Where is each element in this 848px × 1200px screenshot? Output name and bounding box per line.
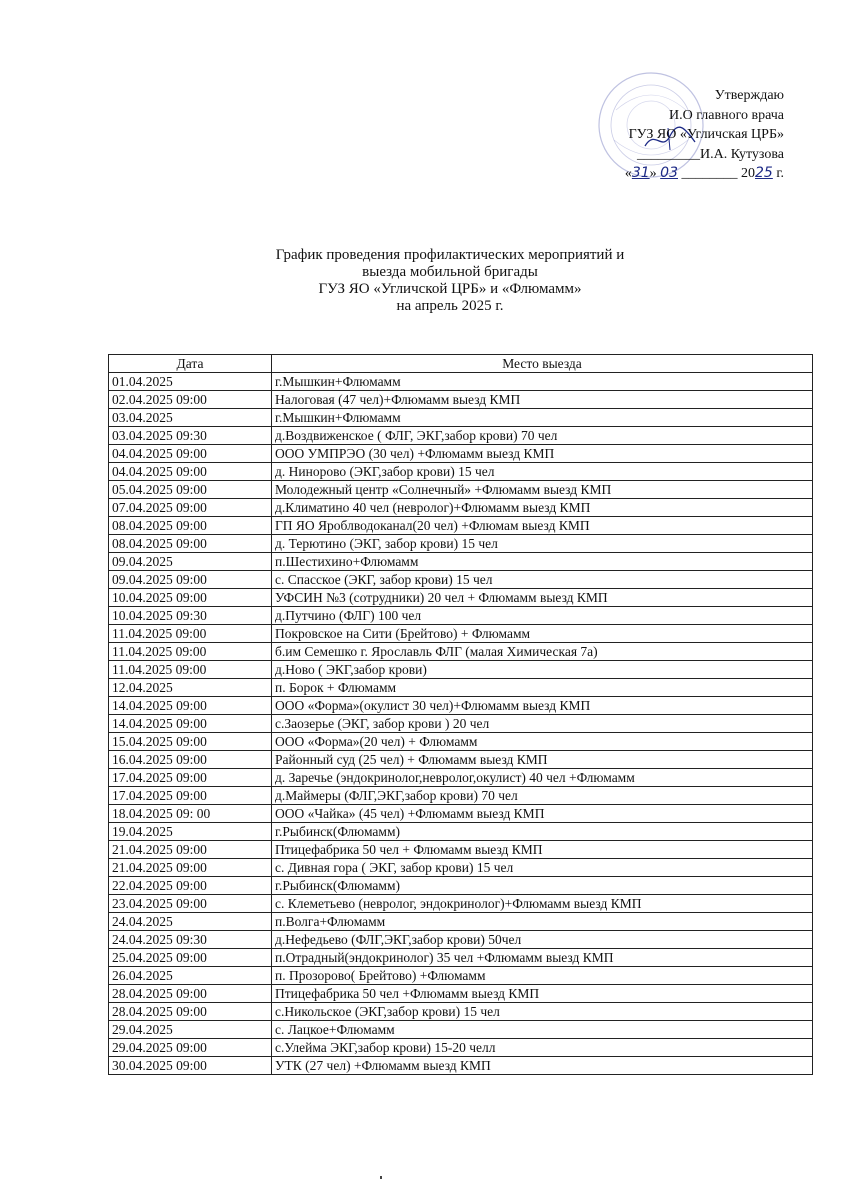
row-date: 04.04.2025 09:00 bbox=[109, 463, 272, 481]
table-row bbox=[109, 643, 813, 661]
approval-block bbox=[564, 86, 784, 184]
approval-signatory: _________И.А. Кутузова bbox=[636, 146, 784, 162]
table-row bbox=[109, 409, 813, 427]
row-date: 08.04.2025 09:00 bbox=[109, 517, 272, 535]
row-date: 10.04.2025 09:30 bbox=[109, 607, 272, 625]
row-date: 08.04.2025 09:00 bbox=[109, 535, 272, 553]
row-date: 18.04.2025 09: 00 bbox=[109, 805, 272, 823]
row-date: 09.04.2025 09:00 bbox=[109, 571, 272, 589]
row-date: 05.04.2025 09:00 bbox=[109, 481, 272, 499]
row-place: с. Спасское (ЭКГ, забор крови) 15 чел bbox=[272, 571, 813, 589]
table-row bbox=[109, 913, 813, 931]
table-row bbox=[109, 751, 813, 769]
row-place: д. Терютино (ЭКГ, забор крови) 15 чел bbox=[272, 535, 813, 553]
row-date: 11.04.2025 09:00 bbox=[109, 661, 272, 679]
table-row bbox=[109, 499, 813, 517]
header-place: Место выезда bbox=[272, 355, 813, 373]
row-place: г.Рыбинск(Флюмамм) bbox=[272, 823, 813, 841]
row-date: 29.04.2025 09:00 bbox=[109, 1039, 272, 1057]
table-row bbox=[109, 715, 813, 733]
table-row bbox=[109, 463, 813, 481]
title-line-4: на апрель 2025 г. bbox=[396, 298, 504, 314]
row-date: 24.04.2025 bbox=[109, 913, 272, 931]
title-line-3: ГУЗ ЯО «Угличской ЦРБ» и «Флюмамм» bbox=[318, 281, 582, 297]
table-row bbox=[109, 697, 813, 715]
row-date: 23.04.2025 09:00 bbox=[109, 895, 272, 913]
table-row bbox=[109, 589, 813, 607]
row-place: д. Заречье (эндокринолог,невролог,окулист) 40 чел +Флюмамм bbox=[272, 769, 813, 787]
row-place: ООО «Чайка» (45 чел) +Флюмамм выезд КМП bbox=[272, 805, 813, 823]
date-day: 31 bbox=[631, 165, 650, 181]
table-row bbox=[109, 841, 813, 859]
row-place: с.Заозерье (ЭКГ, забор крови ) 20 чел bbox=[272, 715, 813, 733]
table-header-row bbox=[109, 355, 813, 373]
title-line-1: График проведения профилактических мероприятий и bbox=[275, 247, 625, 263]
row-place: Покровское на Сити (Брейтово) + Флюмамм bbox=[272, 625, 813, 643]
date-month: 03 bbox=[660, 165, 678, 181]
row-place: б.им Семешко г. Ярославль ФЛГ (малая Химическая 7а) bbox=[272, 643, 813, 661]
table-row bbox=[109, 895, 813, 913]
table-row bbox=[109, 1057, 813, 1075]
approval-heading: Утверждаю bbox=[714, 88, 784, 103]
row-date: 28.04.2025 09:00 bbox=[109, 985, 272, 1003]
row-date: 01.04.2025 bbox=[109, 373, 272, 391]
row-date: 16.04.2025 09:00 bbox=[109, 751, 272, 769]
date-open-quote: « bbox=[624, 166, 632, 181]
table-row bbox=[109, 985, 813, 1003]
approval-date: «31» 03 ________ 2025 г. bbox=[624, 165, 784, 181]
header-date: Дата bbox=[109, 355, 272, 373]
table-row bbox=[109, 445, 813, 463]
table-row bbox=[109, 949, 813, 967]
date-year-suffix: 25 bbox=[755, 165, 773, 181]
row-date: 28.04.2025 09:00 bbox=[109, 1003, 272, 1021]
row-place: с.Никольское (ЭКГ,забор крови) 15 чел bbox=[272, 1003, 813, 1021]
row-place: с. Дивная гора ( ЭКГ, забор крови) 15 чел bbox=[272, 859, 813, 877]
date-year-end: г. bbox=[776, 166, 784, 181]
table-row bbox=[109, 805, 813, 823]
row-place: ООО «Форма»(окулист 30 чел)+Флюмамм выезд КМП bbox=[272, 697, 813, 715]
table-row bbox=[109, 427, 813, 445]
row-date: 04.04.2025 09:00 bbox=[109, 445, 272, 463]
title-line-2: выезда мобильной бригады bbox=[362, 264, 538, 280]
row-date: 07.04.2025 09:00 bbox=[109, 499, 272, 517]
row-place: д.Воздвиженское ( ФЛГ, ЭКГ,забор крови) 70 чел bbox=[272, 427, 813, 445]
row-place: д.Маймеры (ФЛГ,ЭКГ,забор крови) 70 чел bbox=[272, 787, 813, 805]
row-date: 09.04.2025 bbox=[109, 553, 272, 571]
row-place: г.Мышкин+Флюмамм bbox=[272, 373, 813, 391]
schedule-table-body bbox=[109, 373, 813, 1075]
table-row bbox=[109, 481, 813, 499]
row-place: ООО «Форма»(20 чел) + Флюмамм bbox=[272, 733, 813, 751]
row-place: д. Нинорово (ЭКГ,забор крови) 15 чел bbox=[272, 463, 813, 481]
row-place: ГП ЯО Яроблводоканал(20 чел) +Флюмам выезд КМП bbox=[272, 517, 813, 535]
row-place: г.Рыбинск(Флюмамм) bbox=[272, 877, 813, 895]
row-date: 22.04.2025 09:00 bbox=[109, 877, 272, 895]
schedule-table bbox=[108, 354, 813, 1075]
row-place: Птицефабрика 50 чел +Флюмамм выезд КМП bbox=[272, 985, 813, 1003]
row-place: п. Борок + Флюмамм bbox=[272, 679, 813, 697]
table-row bbox=[109, 1003, 813, 1021]
row-place: п.Отрадный(эндокринолог) 35 чел +Флюмамм выезд КМП bbox=[272, 949, 813, 967]
row-place: Птицефабрика 50 чел + Флюмамм выезд КМП bbox=[272, 841, 813, 859]
row-date: 02.04.2025 09:00 bbox=[109, 391, 272, 409]
table-row bbox=[109, 553, 813, 571]
table-row bbox=[109, 769, 813, 787]
row-date: 14.04.2025 09:00 bbox=[109, 697, 272, 715]
row-date: 03.04.2025 bbox=[109, 409, 272, 427]
table-row bbox=[109, 625, 813, 643]
row-date: 17.04.2025 09:00 bbox=[109, 787, 272, 805]
row-date: 10.04.2025 09:00 bbox=[109, 589, 272, 607]
scan-mark bbox=[380, 1176, 382, 1179]
row-date: 14.04.2025 09:00 bbox=[109, 715, 272, 733]
row-date: 15.04.2025 09:00 bbox=[109, 733, 272, 751]
row-date: 12.04.2025 bbox=[109, 679, 272, 697]
row-place: д.Нефедьево (ФЛГ,ЭКГ,забор крови) 50чел bbox=[272, 931, 813, 949]
row-date: 21.04.2025 09:00 bbox=[109, 841, 272, 859]
row-date: 24.04.2025 09:30 bbox=[109, 931, 272, 949]
row-place: д.Путчино (ФЛГ) 100 чел bbox=[272, 607, 813, 625]
date-year-prefix: 20 bbox=[741, 166, 755, 181]
table-row bbox=[109, 661, 813, 679]
row-place: с.Улейма ЭКГ,забор крови) 15-20 челл bbox=[272, 1039, 813, 1057]
table-row bbox=[109, 823, 813, 841]
row-date: 11.04.2025 09:00 bbox=[109, 625, 272, 643]
approval-signatory-name: И.А. Кутузова bbox=[699, 146, 784, 162]
row-place: с. Лацкое+Флюмамм bbox=[272, 1021, 813, 1039]
row-place: п.Волга+Флюмамм bbox=[272, 913, 813, 931]
table-row bbox=[109, 1021, 813, 1039]
table-row bbox=[109, 787, 813, 805]
table-row bbox=[109, 877, 813, 895]
table-row bbox=[109, 931, 813, 949]
row-place: п.Шестихино+Флюмамм bbox=[272, 553, 813, 571]
row-place: Молодежный центр «Солнечный» +Флюмамм выезд КМП bbox=[272, 481, 813, 499]
row-place: Налоговая (47 чел)+Флюмамм выезд КМП bbox=[272, 391, 813, 409]
table-row bbox=[109, 679, 813, 697]
row-date: 21.04.2025 09:00 bbox=[109, 859, 272, 877]
row-place: д.Ново ( ЭКГ,забор крови) bbox=[272, 661, 813, 679]
date-close-quote: » bbox=[649, 166, 657, 181]
row-date: 03.04.2025 09:30 bbox=[109, 427, 272, 445]
row-place: УТК (27 чел) +Флюмамм выезд КМП bbox=[272, 1057, 813, 1075]
row-date: 25.04.2025 09:00 bbox=[109, 949, 272, 967]
row-date: 17.04.2025 09:00 bbox=[109, 769, 272, 787]
table-row bbox=[109, 607, 813, 625]
approval-position: И.О главного врача bbox=[669, 107, 784, 123]
table-row bbox=[109, 517, 813, 535]
table-row bbox=[109, 391, 813, 409]
row-place: Районный суд (25 чел) + Флюмамм выезд КМП bbox=[272, 751, 813, 769]
row-date: 19.04.2025 bbox=[109, 823, 272, 841]
table-row bbox=[109, 733, 813, 751]
row-place: УФСИН №3 (сотрудники) 20 чел + Флюмамм выезд КМП bbox=[272, 589, 813, 607]
table-row bbox=[109, 535, 813, 553]
row-date: 29.04.2025 bbox=[109, 1021, 272, 1039]
table-row bbox=[109, 373, 813, 391]
row-date: 26.04.2025 bbox=[109, 967, 272, 985]
table-row bbox=[109, 571, 813, 589]
row-place: д.Климатино 40 чел (невролог)+Флюмамм выезд КМП bbox=[272, 499, 813, 517]
table-row bbox=[109, 859, 813, 877]
table-row bbox=[109, 1039, 813, 1057]
row-place: г.Мышкин+Флюмамм bbox=[272, 409, 813, 427]
row-place: с. Клеметьево (невролог, эндокринолог)+Флюмамм выезд КМП bbox=[272, 895, 813, 913]
document-title bbox=[0, 247, 848, 315]
row-date: 30.04.2025 09:00 bbox=[109, 1057, 272, 1075]
row-place: п. Прозорово( Брейтово) +Флюмамм bbox=[272, 967, 813, 985]
row-place: ООО УМПРЭО (30 чел) +Флюмамм выезд КМП bbox=[272, 445, 813, 463]
approval-organization: ГУЗ ЯО «Угличская ЦРБ» bbox=[628, 127, 784, 142]
table-row bbox=[109, 967, 813, 985]
row-date: 11.04.2025 09:00 bbox=[109, 643, 272, 661]
